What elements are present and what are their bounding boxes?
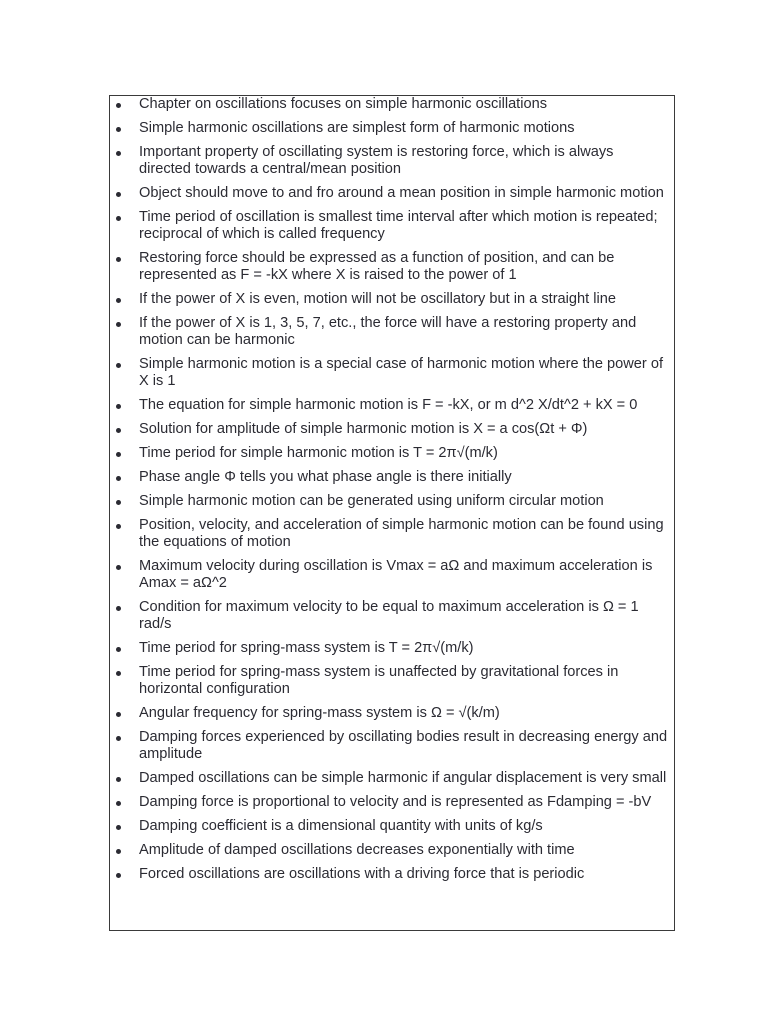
bullet-icon — [116, 452, 121, 457]
bullet-icon — [116, 671, 121, 676]
list-item — [110, 185, 668, 202]
bullet-icon — [116, 736, 121, 741]
list-item-text: Angular frequency for spring-mass system is Ω = √(k/m) — [139, 705, 500, 721]
bullet-icon — [116, 777, 121, 782]
list-item-text: Solution for amplitude of simple harmonic motion is X = a cos(Ωt + Φ) — [139, 421, 588, 437]
bullet-icon — [116, 103, 121, 108]
bullet-icon — [116, 565, 121, 570]
list-item — [110, 770, 668, 787]
list-item — [110, 599, 668, 633]
list-item-text: Damped oscillations can be simple harmonic if angular displacement is very small — [139, 770, 667, 786]
list-item-text: Damping coefficient is a dimensional quantity with units of kg/s — [139, 818, 543, 834]
bullet-icon — [116, 151, 121, 156]
list-item — [110, 120, 668, 137]
list-item — [110, 250, 668, 284]
list-item-text: Maximum velocity during oscillation is Vmax = aΩ and maximum acceleration is Amax = aΩ^2 — [139, 558, 653, 591]
list-item — [110, 794, 668, 811]
list-item-text: Damping forces experienced by oscillating bodies result in decreasing energy and amplitude — [139, 729, 668, 762]
list-item — [110, 640, 668, 657]
bullet-icon — [116, 825, 121, 830]
list-item — [110, 517, 668, 551]
bullet-list — [110, 96, 674, 883]
bullet-icon — [116, 216, 121, 221]
bullet-icon — [116, 712, 121, 717]
list-item — [110, 397, 668, 414]
list-item-text: Condition for maximum velocity to be equal to maximum acceleration is Ω = 1 rad/s — [139, 599, 639, 632]
bullet-icon — [116, 500, 121, 505]
list-item-text: The equation for simple harmonic motion is F = -kX, or m d^2 X/dt^2 + kX = 0 — [139, 397, 638, 413]
list-item — [110, 421, 668, 438]
list-item — [110, 469, 668, 486]
list-item — [110, 842, 668, 859]
bullet-icon — [116, 192, 121, 197]
list-item — [110, 558, 668, 592]
list-item-text: Simple harmonic oscillations are simplest form of harmonic motions — [139, 120, 575, 136]
bullet-icon — [116, 404, 121, 409]
list-item — [110, 818, 668, 835]
list-item — [110, 729, 668, 763]
list-item — [110, 866, 668, 883]
list-item-text: Forced oscillations are oscillations with a driving force that is periodic — [139, 866, 585, 882]
list-item — [110, 493, 668, 510]
list-item-text: If the power of X is 1, 3, 5, 7, etc., the force will have a restoring property and motion can be harmonic — [139, 315, 637, 348]
list-item — [110, 705, 668, 722]
list-item-text: Object should move to and fro around a mean position in simple harmonic motion — [139, 185, 664, 201]
list-item — [110, 664, 668, 698]
list-item-text: Simple harmonic motion is a special case of harmonic motion where the power of X is 1 — [139, 356, 663, 389]
list-item-text: Simple harmonic motion can be generated using uniform circular motion — [139, 493, 604, 509]
list-item-text: Damping force is proportional to velocity and is represented as Fdamping = -bV — [139, 794, 652, 810]
list-item — [110, 445, 668, 462]
list-item-text: Phase angle Φ tells you what phase angle is there initially — [139, 469, 512, 485]
list-item-text: Important property of oscillating system is restoring force, which is always directed towards a central/mean position — [139, 144, 614, 177]
bullet-icon — [116, 647, 121, 652]
list-item-text: Time period for spring-mass system is unaffected by gravitational forces in horizontal configuration — [139, 664, 619, 697]
bullet-icon — [116, 298, 121, 303]
bullet-icon — [116, 322, 121, 327]
bullet-icon — [116, 476, 121, 481]
bullet-icon — [116, 606, 121, 611]
list-item-text: Time period for simple harmonic motion is T = 2π√(m/k) — [139, 445, 498, 461]
bullet-icon — [116, 428, 121, 433]
list-item — [110, 144, 668, 178]
bullet-icon — [116, 849, 121, 854]
list-item-text: Position, velocity, and acceleration of simple harmonic motion can be found using the equations of motion — [139, 517, 664, 550]
list-item-text: If the power of X is even, motion will not be oscillatory but in a straight line — [139, 291, 616, 307]
bullet-icon — [116, 127, 121, 132]
bullet-list-box — [109, 95, 675, 931]
list-item — [110, 291, 668, 308]
bullet-icon — [116, 363, 121, 368]
bullet-icon — [116, 801, 121, 806]
list-item-text: Time period of oscillation is smallest time interval after which motion is repeated; reciprocal of which is called frequency — [139, 209, 658, 242]
bullet-icon — [116, 524, 121, 529]
list-item-text: Time period for spring-mass system is T = 2π√(m/k) — [139, 640, 474, 656]
list-item — [110, 96, 668, 113]
list-item — [110, 209, 668, 243]
list-item-text: Restoring force should be expressed as a function of position, and can be represented as F = -kX where X is raised to the power of 1 — [139, 250, 615, 283]
list-item — [110, 315, 668, 349]
list-item-text: Amplitude of damped oscillations decreases exponentially with time — [139, 842, 575, 858]
bullet-icon — [116, 257, 121, 262]
bullet-icon — [116, 873, 121, 878]
list-item-text: Chapter on oscillations focuses on simple harmonic oscillations — [139, 96, 548, 112]
list-item — [110, 356, 668, 390]
